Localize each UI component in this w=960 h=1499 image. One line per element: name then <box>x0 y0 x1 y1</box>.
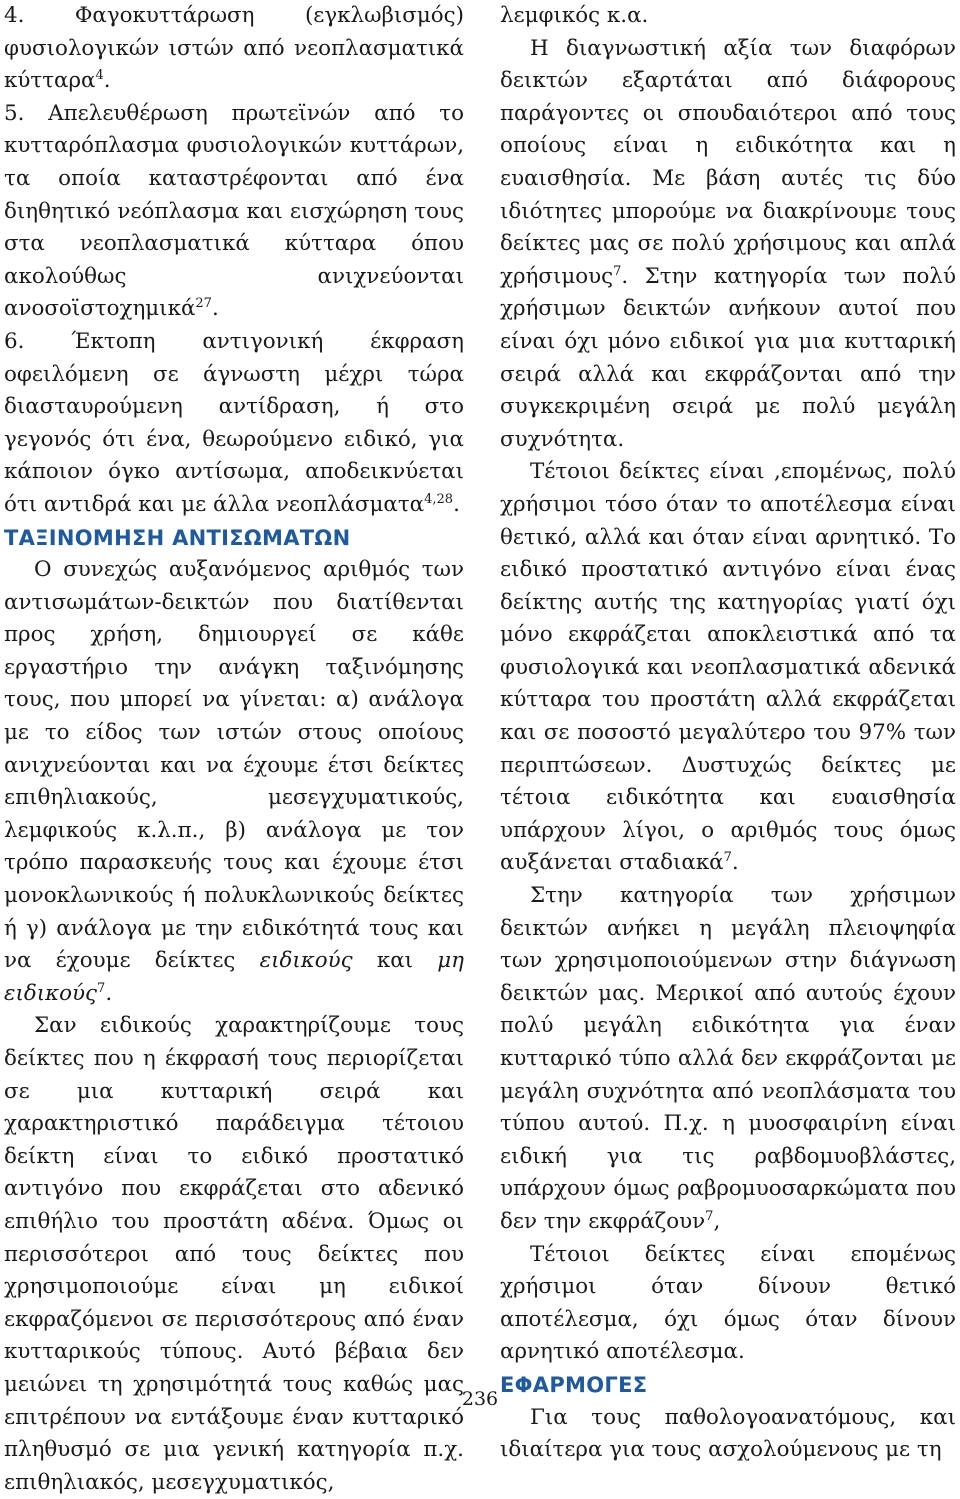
page-number: 236 <box>461 1388 499 1410</box>
citation: 7 <box>97 980 106 996</box>
paragraph-text: Ο συνεχώς αυξανόμενος αριθμός των αντισωμάτων-δεικτών που διατίθενται προς χρήση, δημιουργεί σε κάθε εργαστήριο την ανάγκη ταξινόμησης τους, που μπορεί να γίνεται: α) ανάλογα με το είδος των ιστών στους οποίους ανιχνεύονται και να έχουμε έτσι δείκτες επιθηλιακούς, μεσεγχυματικούς, λεμφικούς κ.λ.π., β) ανάλογα με τον τρόπο παρασκευής τους και έχουμε έτσι μονοκλωνικούς ή πολυκλωνικούς δείκτες ή γ) ανάλογα με την ειδικότητά τους και να έχουμε δείκτες <box>4 557 464 974</box>
paragraph: Για τους παθολογοανατόμους, και ιδιαίτερα για τους ασχολούμενους με τη <box>500 1404 956 1463</box>
punct: , <box>713 1208 721 1234</box>
punct: . <box>731 850 739 876</box>
paragraph-text: Τέτοιοι δείκτες είναι ,επομένως, πολύ χρήσιμοι τόσο όταν το αποτέλεσμα είναι θετικό, αλλά και όταν είναι αρνητικό. Το ειδικό προστατικό αντιγόνο είναι ένας δείκτης αυτής της κατηγορίας γιατί όχι μόνο εκφράζεται αποκλειστικά από τα φυσιολογικά και νεοπλασματικά αδενικά κύτταρα του προστάτη αλλά εκφράζεται και σε ποσοστό μεγαλύτερο του 97% των περιπτώσεων. Δυστυχώς δείκτες με τέτοια ειδικότητα και ευαισθησία υπάρχουν λίγοι, ο αριθμός τους όμως αυξάνεται σταδιακά <box>500 459 956 876</box>
citation: 7 <box>723 850 732 866</box>
list-item-5 <box>4 98 464 326</box>
paragraph <box>500 33 956 457</box>
emphasis: μη ειδικούς <box>4 948 464 1006</box>
citation: 4,28 <box>424 491 454 507</box>
citation: 7 <box>705 1208 714 1224</box>
punct: . <box>211 296 219 322</box>
paragraph: Τέτοιοι δείκτες είναι επομένως χρήσιμοι όταν δίνουν θετικό αποτέλεσμα, όχι όμως όταν δίνουν αρνητικό αποτέλεσμα. <box>500 1241 956 1365</box>
paragraph-text: Η διαγνωστική αξία των διαφόρων δεικτών εξαρτάται από διάφορους παράγοντες οι σπουδαιότεροι από τους οποίους είναι η ειδικότητα και η ευαισθησία. Με βάση αυτές τις δύο ιδιότητες μπορούμε να διακρίνουμε τους δείκτες μας σε πολύ χρήσιμους και απλά χρήσιμους <box>500 35 956 289</box>
list-item-5-text: 5. Απελευθέρωση πρωτεϊνών από το κυτταρόπλασμα φυσιολογικών κυττάρων, τα οποία καταστρέφονται από ένα διηθητικό νεόπλασμα και εισχώρηση τους στα νεοπλασματικά κύτταρα όπου ακολούθως ανιχνεύονται ανοσοϊστοχημικά <box>4 100 464 322</box>
paragraph-text: . Στην κατηγορία των πολύ χρήσιμων δεικτών ανήκουν αυτοί που είναι όχι μόνο ειδικοί για μια κυτταρική σειρά αλλά και εκφράζονται από την συγκεκριμένη σειρά με πολύ μεγάλη συχνότητα. <box>500 263 956 452</box>
section-heading-classification: ΤΑΞΙΝΟΜΗΣΗ ΑΝΤΙΣΩΜΑΤΩΝ <box>4 525 351 550</box>
list-item-6 <box>4 326 464 522</box>
paragraph: Σαν ειδικούς χαρακτηρίζουμε τους δείκτες που η έκφρασή τους περιορίζεται σε μια κυτταρική σειρά και χαρακτηριστικό παράδειγμα τέτοιου δείκτη είναι το ειδικό προστατικό αντιγόνο που εκφράζεται στο αδενικό επιθήλιο του προστάτη αδένα. Όμως οι περισσότεροι από τους δείκτες που χρησιμοποιούμε είναι μη ειδικοί εκφραζόμενοι σε περισσότερους από έναν κυτταρικούς τύπους. Αυτό βέβαια δεν μειώνει τη χρησιμότητά τους καθώς μας επιτρέπουν να εντάξουμε έναν κυτταρικό πληθυσμό σε μια γενική κατηγορία π.χ. επιθηλιακός, μεσεγχυματικός, <box>4 1013 464 1495</box>
left-column <box>4 0 464 1499</box>
paragraph <box>500 880 956 1239</box>
list-item-4-text: 4. Φαγοκυττάρωση (εγκλωβισμός) φυσιολογικών ιστών από νεοπλασματικά κύτταρα <box>4 3 464 94</box>
paragraph <box>4 554 464 1010</box>
emphasis: ειδικούς <box>259 948 353 974</box>
citation: 7 <box>613 263 622 279</box>
paragraph-continuation: λεμφικός κ.α. <box>500 3 649 28</box>
right-column <box>500 0 956 1467</box>
section-heading-applications: ΕΦΑΡΜΟΓΕΣ <box>500 1372 648 1397</box>
citation: 27 <box>195 296 212 312</box>
paragraph-text: Στην κατηγορία των χρήσιμων δεικτών ανήκει η μεγάλη πλειοψηφία των χρησιμοποιούμενων στην διάγνωση δεικτών μας. Μερικοί από αυτούς έχουν πολύ μεγάλη ειδικότητα για έναν κυτταρικό τύπο αλλά δεν εκφράζονται με μεγάλη συχνότητα από νεοπλάσματα του τύπου αυτού. Π.χ. η μυοσφαιρίνη είναι ειδική για τις ραβδομυοβλάστες, υπάρχουν όμως ραβρομυοσαρκώματα που δεν την εκφράζουν <box>500 883 956 1234</box>
citation: 4 <box>95 68 104 84</box>
punct: . <box>103 68 111 94</box>
punct: . <box>453 491 460 517</box>
list-item-4 <box>4 0 464 98</box>
paragraph-text: και <box>376 948 414 974</box>
paragraph <box>500 456 956 880</box>
punct: . <box>105 980 113 1006</box>
list-item-6-text: 6. Έκτοπη αντιγονική έκφραση οφειλόμενη σε άγνωστη μέχρι τώρα διασταυρούμενη αντίδραση, ή στο γεγονός ότι ένα, θεωρούμενο ειδικό, για κάποιον όγκο αντίσωμα, αποδεικνύεται ότι αντιδρά και με άλλα νεοπλάσματα <box>4 328 464 517</box>
